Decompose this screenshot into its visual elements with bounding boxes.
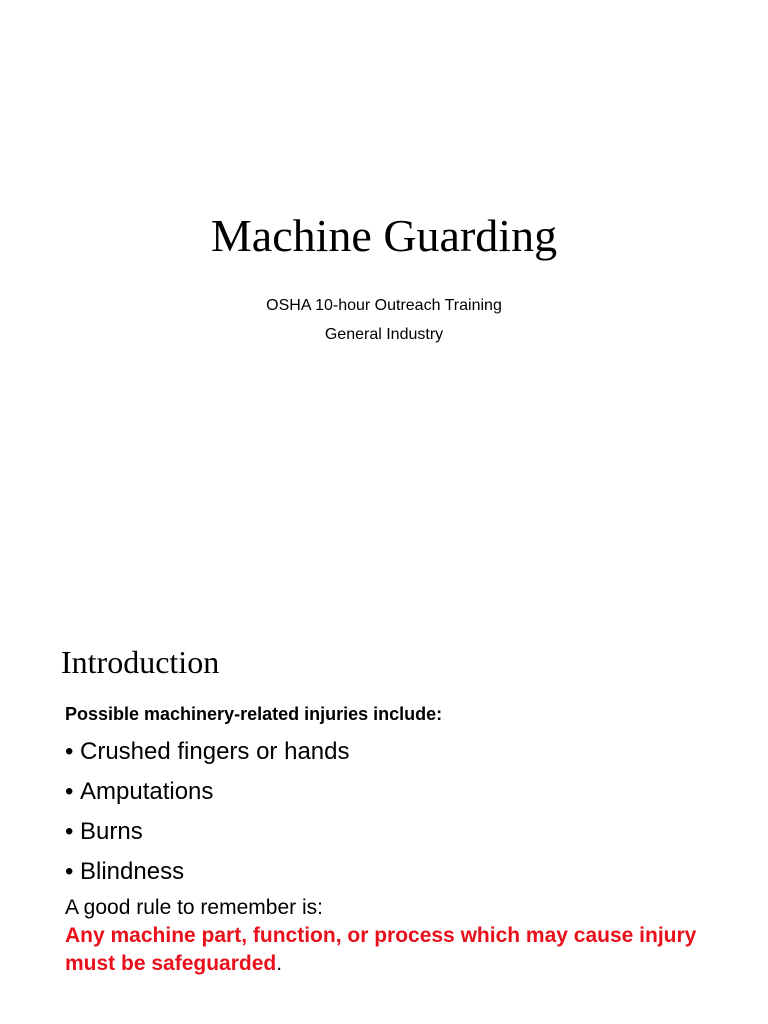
rule-end-punctuation: . — [276, 952, 283, 975]
injury-list — [65, 732, 349, 892]
bullet-icon: • — [65, 738, 74, 765]
bullet-icon: • — [65, 858, 74, 885]
bullet-icon: • — [65, 778, 74, 805]
list-item — [65, 732, 349, 772]
slide-title: Machine Guarding — [210, 210, 558, 261]
subtitle-line-2: General Industry — [324, 326, 444, 343]
list-item-label: Burns — [80, 818, 143, 845]
list-item-label: Amputations — [80, 778, 214, 805]
introduction-slide — [0, 620, 768, 1024]
bullet-icon: • — [65, 818, 74, 845]
list-item — [65, 772, 349, 812]
intro-lead-text: Possible machinery-related injuries include: — [65, 704, 443, 724]
subtitle-line-1: OSHA 10-hour Outreach Training — [266, 297, 502, 314]
list-item — [65, 812, 349, 852]
intro-heading: Introduction — [61, 644, 220, 680]
list-item-label: Blindness — [80, 858, 185, 885]
rule-statement — [65, 922, 705, 978]
rule-emphasis-text: Any machine part, function, or process which may cause injury must be safeguarded — [65, 924, 697, 975]
list-item — [65, 852, 349, 892]
rule-intro-text: A good rule to remember is: — [65, 896, 323, 919]
list-item-label: Crushed fingers or hands — [80, 738, 350, 765]
